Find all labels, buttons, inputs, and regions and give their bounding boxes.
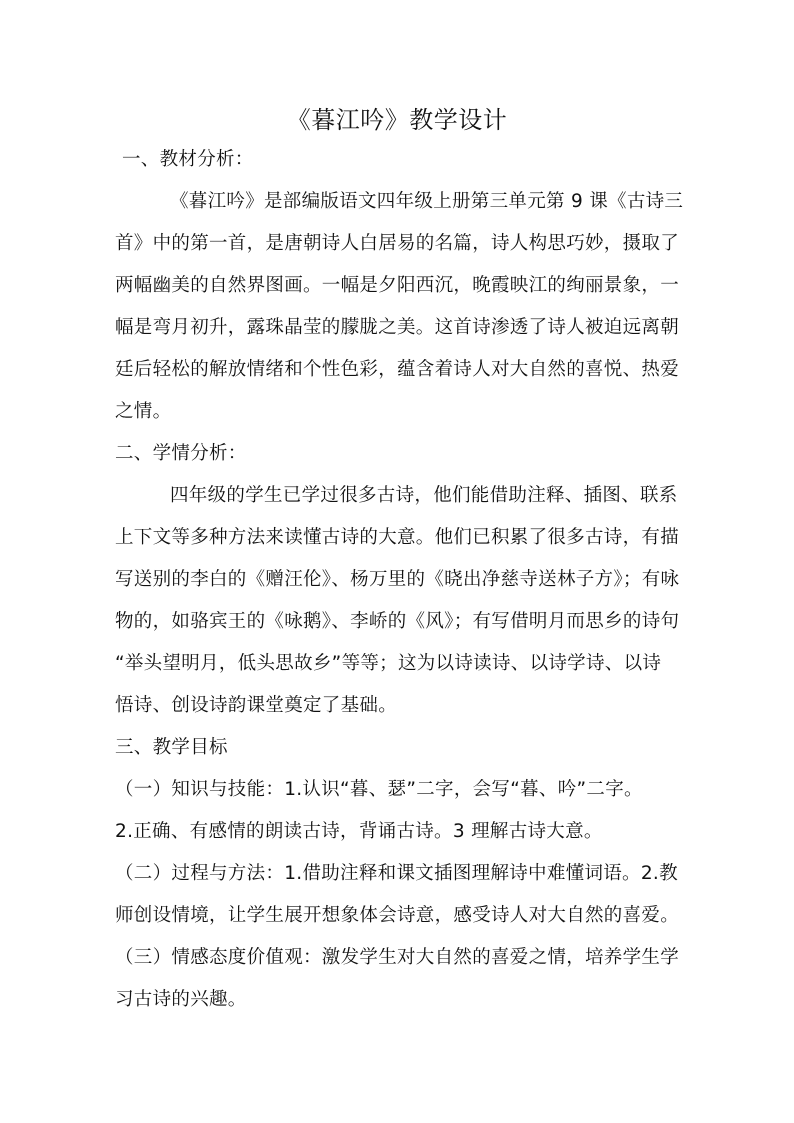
paragraph-line: 首》中的第一首，是唐朝诗人白居易的名篇，诗人构思巧妙，摄取了 [115, 233, 680, 254]
document-title: 《暮江吟》教学设计 [286, 106, 508, 134]
section-heading-student-analysis: 二、学情分析： [115, 443, 247, 464]
paragraph-line: 之情。 [115, 401, 172, 422]
section-heading-teaching-goals: 三、教学目标 [115, 737, 228, 758]
paragraph-line: 两幅幽美的自然界图画。一幅是夕阳西沉，晚霞映江的绚丽景象，一 [115, 275, 680, 296]
paragraph-line: 幅是弯月初升，露珠晶莹的朦胧之美。这首诗渗透了诗人被迫远离朝 [115, 317, 680, 338]
paragraph-line: 《暮江吟》是部编版语文四年级上册第三单元第 9 课《古诗三 [170, 191, 684, 212]
paragraph-line: 写送别的李白的《赠汪伦》、杨万里的《晓出净慈寺送林子方》；有咏 [115, 569, 680, 590]
paragraph-line: 习古诗的兴趣。 [115, 989, 247, 1010]
paragraph-line: 物的，如骆宾王的《咏鹅》、李峤的《风》；有写借明月而思乡的诗句 [115, 611, 680, 632]
paragraph-line: 师创设情境，让学生展开想象体会诗意，感受诗人对大自然的喜爱。 [115, 905, 680, 926]
section-heading-teaching-material: 一、教材分析： [122, 149, 254, 170]
paragraph-line: （三）情感态度价值观：激发学生对大自然的喜爱之情，培养学生学 [115, 947, 680, 968]
paragraph-line: 2.正确、有感情的朗读古诗，背诵古诗。3 理解古诗大意。 [115, 821, 603, 842]
paragraph-line: 四年级的学生已学过很多古诗，他们能借助注释、插图、联系 [170, 485, 678, 506]
paragraph-line: 悟诗、创设诗韵课堂奠定了基础。 [115, 695, 398, 716]
paragraph-line: “举头望明月，低头思故乡”等等；这为以诗读诗、以诗学诗、以诗 [115, 653, 662, 674]
paragraph-line: 廷后轻松的解放情绪和个性色彩，蕴含着诗人对大自然的喜悦、热爱 [115, 359, 680, 380]
paragraph-line: （一）知识与技能：1.认识“暮、瑟”二字，会写“暮、吟”二字。 [115, 779, 643, 800]
paragraph-line: （二）过程与方法：1.借助注释和课文插图理解诗中难懂词语。2.教 [115, 863, 678, 884]
paragraph-line: 上下文等多种方法来读懂古诗的大意。他们已积累了很多古诗，有描 [115, 527, 680, 548]
